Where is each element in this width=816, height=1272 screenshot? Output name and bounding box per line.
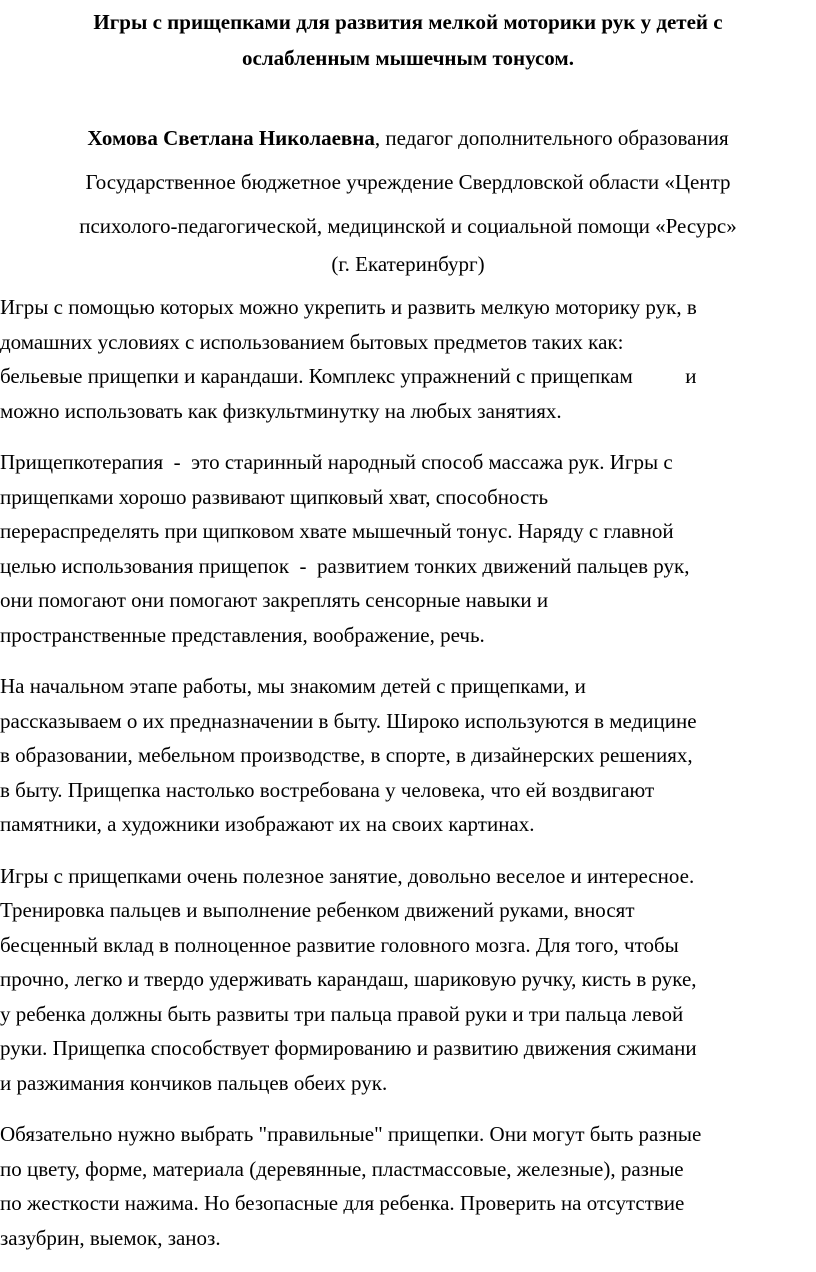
paragraph-line: Тренировка пальцев и выполнение ребенком движений руками, вносят [0,898,635,922]
author-block [0,116,816,280]
institution-city: (г. Екатеринбург) [331,252,485,276]
title-line: Игры с прищепками для развития мелкой моторики рук у детей с [93,10,723,34]
paragraph-line: руки. Прищепка способствует формированию и развитию движения сжимани [0,1036,697,1060]
paragraph-line: зазубрин, выемок, заноз. [0,1225,221,1250]
paragraph-line: рассказываем о их предназначении в быту. Широко используются в медицине [0,708,697,733]
paragraph-line: Игры с помощью которых можно укрепить и развить мелкую моторику рук, в [0,295,697,319]
paragraph-line: целью использования прищепок - развитием тонких движений пальцев рук, [0,553,690,578]
title-line: ослабленным мышечным тонусом. [242,46,574,70]
paragraph-line: прищепками хорошо развивают щипковый хват, способность [0,484,549,509]
author-line [0,116,816,160]
paragraph-line: у ребенка должны быть развиты три пальца правой руки и три пальца левой [0,1001,684,1026]
paragraph [0,859,816,1101]
paragraph-line: пространственные представления, воображение, речь. [0,622,485,647]
author-position: , педагог дополнительного образования [374,126,729,150]
paragraph-line: в образовании, мебельном производстве, в спорте, в дизайнерских решениях, [0,743,693,767]
paragraph-line: в быту. Прищепка настолько востребована у человека, что ей воздвигают [0,777,655,802]
author-name: Хомова Светлана Николаевна [87,126,375,150]
paragraph-line: домашних условиях с использованием бытовых предметов таких как: [0,329,624,354]
paragraph-line: по цвету, форме, материала (деревянные, пластмассовые, железные), разные [0,1156,684,1181]
paragraph-line: Обязательно нужно выбрать "правильные" прищепки. Они могут быть разные [0,1122,702,1146]
paragraph-line: На начальном этапе работы, мы знакомим детей с прищепками, и [0,674,586,698]
paragraph-line: памятники, а художники изображают их на своих картинах. [0,812,535,836]
paragraph [0,1117,816,1255]
paragraph-line: перераспределять при щипковом хвате мышечный тонус. Наряду с главной [0,519,674,543]
paragraph-line: можно использовать как физкультминутку на любых занятиях. [0,398,562,423]
paragraph-line: и разжимания кончиков пальцев обеих рук. [0,1070,388,1095]
paragraph-line: Игры с прищепками очень полезное занятие, довольно веселое и интересное. [0,863,695,888]
paragraph [0,445,816,652]
institution-line: Государственное бюджетное учреждение Свердловской области «Центр [85,170,731,194]
institution-line: психолого-педагогической, медицинской и социальной помощи «Ресурс» [79,214,737,238]
paragraph-line: бельевые прищепки и карандаши. Комплекс упражнений с прищепкам и [0,364,697,388]
paragraph-line: Прищепкотерапия - это старинный народный способ массажа рук. Игры с [0,450,673,474]
paragraph-line: они помогают они помогают закреплять сенсорные навыки и [0,588,549,612]
paragraph-line: бесценный вклад в полноценное развитие головного мозга. Для того, чтобы [0,932,679,957]
paragraph-line: по жесткости нажима. Но безопасные для ребенка. Проверить на отсутствие [0,1191,685,1215]
document-body [0,290,816,1272]
paragraph [0,290,816,428]
paragraph-line: прочно, легко и твердо удерживать карандаш, шариковую ручку, кисть в руке, [0,967,697,991]
document-title [0,4,816,76]
paragraph [0,669,816,842]
